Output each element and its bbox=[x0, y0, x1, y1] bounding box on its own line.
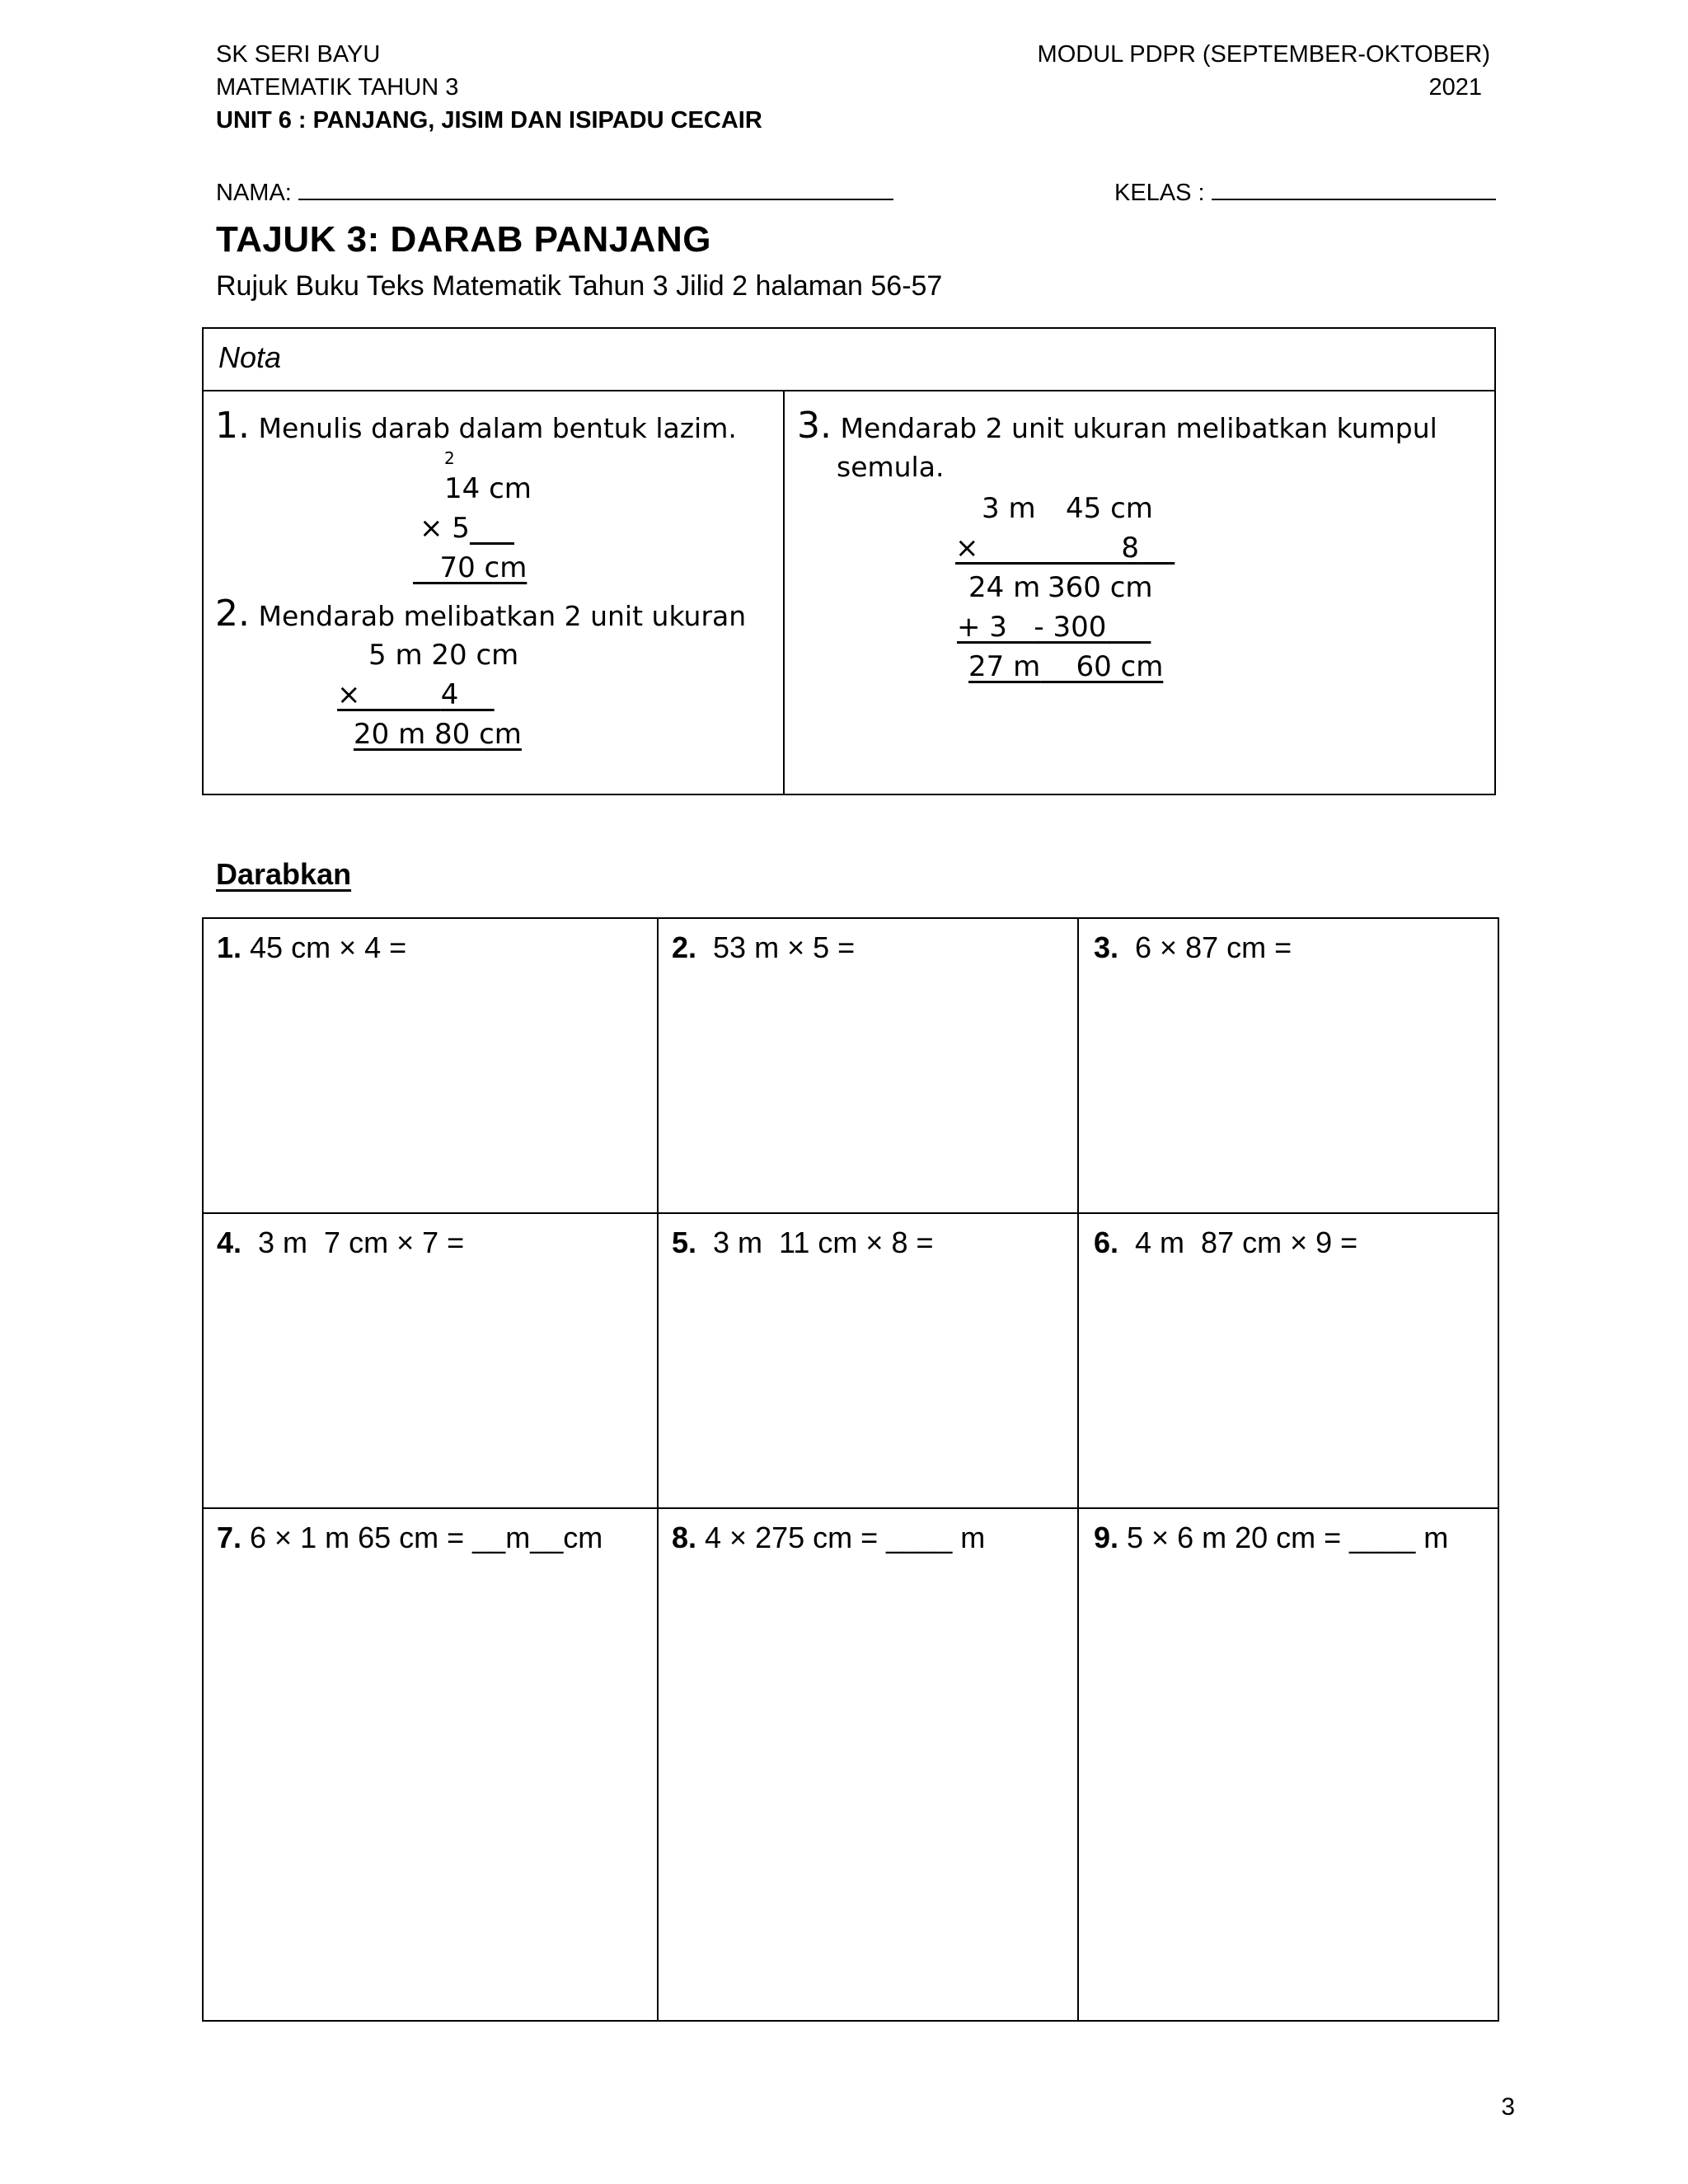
exercise-4[interactable]: 4. 3 m 7 cm × 7 = bbox=[217, 1226, 465, 1259]
note-3-text-line2: semula. bbox=[837, 451, 945, 483]
note-3-row1-m: 3 m bbox=[982, 492, 1036, 525]
subject-name: MATEMATIK TAHUN 3 bbox=[216, 74, 459, 101]
module-title: MODUL PDPR (SEPTEMBER-OKTOBER) bbox=[1037, 41, 1490, 68]
note-3-row4: + 3 - 300 bbox=[957, 611, 1107, 644]
class-input-line[interactable] bbox=[1212, 176, 1496, 200]
note-3-title bbox=[797, 405, 1437, 447]
note-3-row3-m: 24 m bbox=[968, 571, 1041, 604]
name-input-line[interactable] bbox=[298, 176, 893, 200]
note-2-line2: × 4 bbox=[337, 678, 459, 711]
exercise-section-title: Darabkan bbox=[216, 857, 352, 891]
textbook-reference: Rujuk Buku Teks Matematik Tahun 3 Jilid 2 halaman 56-57 bbox=[216, 270, 943, 302]
exercise-6[interactable]: 6. 4 m 87 cm × 9 = bbox=[1094, 1226, 1358, 1259]
note-1-line3: 70 cm bbox=[439, 551, 528, 584]
note-1-text: Menulis darab dalam bentuk lazim. bbox=[258, 412, 737, 444]
note-3-row3-cm: 360 cm bbox=[1048, 571, 1153, 604]
notes-divider bbox=[783, 391, 785, 795]
exercise-2[interactable]: 2. 53 m × 5 = bbox=[672, 930, 856, 964]
exercise-9[interactable]: 9. 5 × 6 m 20 cm = ____ m bbox=[1094, 1521, 1449, 1554]
note-1-title bbox=[215, 405, 737, 447]
grid-divider bbox=[657, 919, 659, 2020]
note-3-number: 3. bbox=[797, 405, 832, 447]
class-field[interactable] bbox=[1114, 176, 1496, 209]
exercise-3[interactable]: 3. 6 × 87 cm = bbox=[1094, 930, 1292, 964]
unit-title: UNIT 6 : PANJANG, JISIM DAN ISIPADU CECAIR bbox=[216, 107, 762, 134]
note-1-line2: × 5 bbox=[420, 512, 470, 545]
note-2-number: 2. bbox=[215, 593, 250, 635]
grid-divider bbox=[204, 1212, 1498, 1214]
note-2-text: Mendarab melibatkan 2 unit ukuran bbox=[258, 600, 747, 632]
note-2-line1: 5 m 20 cm bbox=[368, 639, 519, 672]
exercise-8[interactable]: 8. 4 × 275 cm = ____ m bbox=[672, 1521, 986, 1554]
notes-box bbox=[202, 327, 1496, 795]
exercise-grid bbox=[202, 917, 1499, 2022]
note-3-row5: 27 m 60 cm bbox=[968, 650, 1164, 683]
page-number: 3 bbox=[1501, 2093, 1515, 2121]
name-label: NAMA: bbox=[216, 180, 292, 206]
notes-header bbox=[204, 329, 1494, 391]
note-1-carry: 2 bbox=[444, 448, 455, 468]
grid-divider bbox=[1077, 919, 1079, 2020]
note-3-row2: × 8 bbox=[955, 532, 1140, 565]
notes-heading: Nota bbox=[218, 340, 282, 374]
exercise-5[interactable]: 5. 3 m 11 cm × 8 = bbox=[672, 1226, 934, 1259]
exercise-7[interactable]: 7. 6 × 1 m 65 cm = __m__cm bbox=[217, 1521, 603, 1554]
page-title: TAJUK 3: DARAB PANJANG bbox=[216, 219, 711, 260]
exercise-1[interactable]: 1. 45 cm × 4 = bbox=[217, 930, 407, 964]
note-1-line1: 14 cm bbox=[444, 472, 532, 505]
name-field[interactable] bbox=[216, 176, 893, 209]
note-2-title bbox=[215, 593, 746, 635]
class-label: KELAS : bbox=[1114, 180, 1205, 206]
school-name: SK SERI BAYU bbox=[216, 41, 381, 68]
module-year: 2021 bbox=[1428, 74, 1482, 101]
note-2-result: 20 m 80 cm bbox=[354, 718, 522, 751]
grid-divider bbox=[204, 1507, 1498, 1509]
note-3-text-line1: Mendarab 2 unit ukuran melibatkan kumpul bbox=[840, 412, 1437, 444]
note-1-number: 1. bbox=[215, 405, 250, 447]
note-3-row1-cm: 45 cm bbox=[1066, 492, 1153, 525]
